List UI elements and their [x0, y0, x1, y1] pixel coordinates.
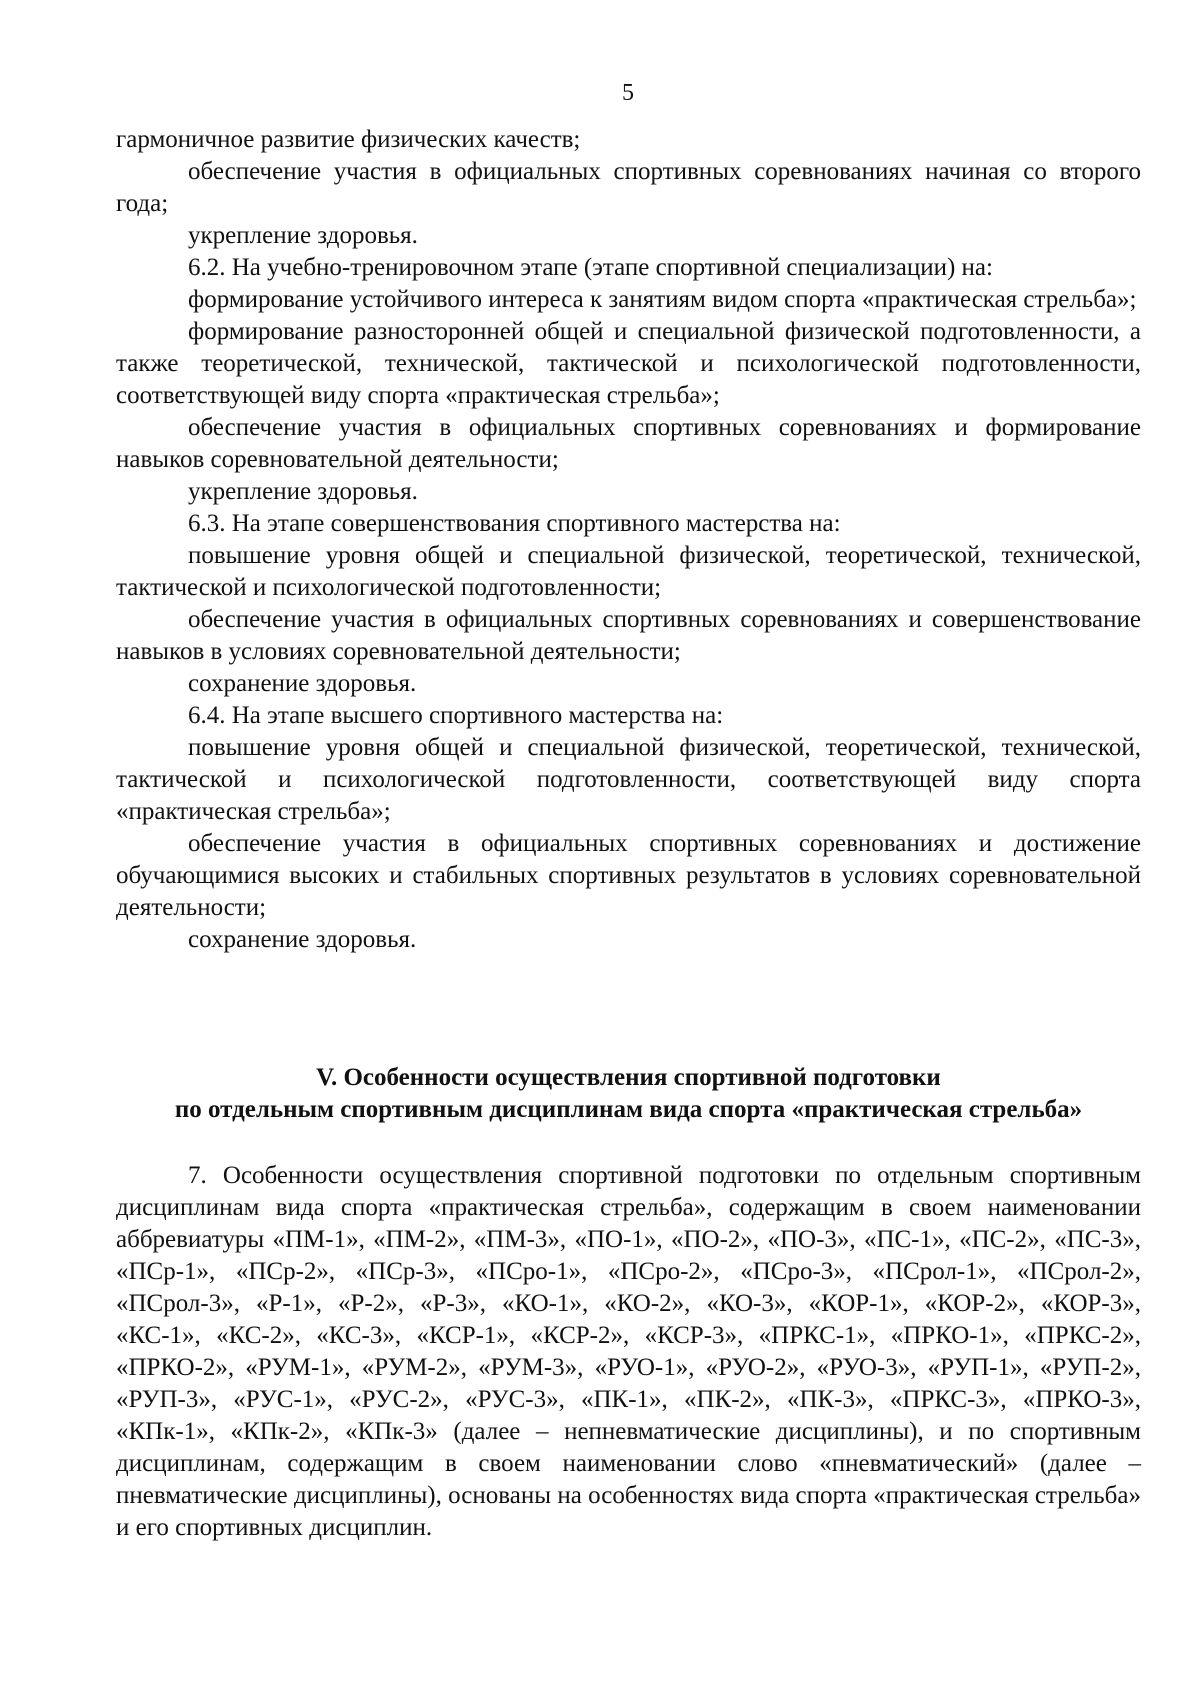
paragraph-3: укрепление здоровья. — [188, 222, 418, 249]
paragraph-11: обеспечение участия в официальных спортивных соревнованиях и совершенствование навыков в условиях соревновательной деятельности; — [116, 606, 1141, 665]
paragraph-8: укрепление здоровья. — [188, 478, 418, 505]
section-heading-line-1: V. Особенности осуществления спортивной подготовки — [316, 1064, 941, 1091]
paragraph-10: повышение уровня общей и специальной физической, теоретической, технической, тактической и психологической подготовленности; — [116, 542, 1141, 601]
page-number: 5 — [622, 80, 634, 106]
paragraph-2: обеспечение участия в официальных спортивных соревнованиях начиная со второго года; — [116, 158, 1141, 217]
paragraph-5: формирование устойчивого интереса к занятиям видом спорта «практическая стрельба»; — [188, 286, 1137, 313]
paragraph-14: повышение уровня общей и специальной физической, теоретической, технической, тактической и психологической подготовленности, соответствующей виду спорта «практическая стрельба»; — [116, 734, 1141, 825]
paragraph-13: 6.4. На этапе высшего спортивного мастерства на: — [188, 702, 724, 729]
body-text — [116, 124, 1141, 956]
paragraph-16: сохранение здоровья. — [188, 926, 417, 953]
section-heading — [116, 1062, 1141, 1126]
section-heading-line-2: по отдельным спортивным дисциплинам вида спорта «практическая стрельба» — [174, 1096, 1083, 1123]
paragraph-7: обеспечение участия в официальных спортивных соревнованиях и формирование навыков соревновательной деятельности; — [116, 414, 1141, 473]
paragraph-15: обеспечение участия в официальных спортивных соревнованиях и достижение обучающимися высоких и стабильных спортивных результатов в условиях соревновательной деятельности; — [116, 830, 1141, 921]
paragraph-12: сохранение здоровья. — [188, 670, 417, 697]
section-paragraph-7: 7. Особенности осуществления спортивной подготовки по отдельным спортивным дисциплинам вида спорта «практическая стрельба», содержащим в своем наименовании аббревиатуры «ПМ-1», «ПМ-2», «ПМ-3», «ПО-1», «ПО-2», «ПО-3», «ПС-1», «ПС-2», «ПС-3», «ПСр-1», «ПСр-2», «ПСр-3», «ПСро-1», «ПСро-2», «ПСро-3», «ПСрол-1», «ПСрол-2», «ПСрол-3», «Р-1», «Р-2», «Р-3», «КО-1», «КО-2», «КО-3», «КОР-1», «КОР-2», «КОР-3», «КС-1», «КС-2», «КС-3», «КСР-1», «КСР-2», «КСР-3», «ПРКС-1», «ПРКО-1», «ПРКС-2», «ПРКО-2», «РУМ-1», «РУМ-2», «РУМ-3», «РУО-1», «РУО-2», «РУО-3», «РУП-1», «РУП-2», «РУП-3», «РУС-1», «РУС-2», «РУС-3», «ПК-1», «ПК-2», «ПК-3», «ПРКС-3», «ПРКО-3», «КПк-1», «КПк-2», «КПк-3» (далее – непневматические дисциплины), и по спортивным дисциплинам, содержащим в своем наименовании слово «пневматический» (далее – пневматические дисциплины), основаны на особенностях вида спорта «практическая стрельба» и его спортивных дисциплин. — [116, 1162, 1141, 1541]
paragraph-1: гармоничное развитие физических качеств; — [116, 126, 581, 153]
section-text — [116, 1160, 1141, 1544]
paragraph-9: 6.3. На этапе совершенствования спортивного мастерства на: — [188, 510, 841, 537]
paragraph-4: 6.2. На учебно-тренировочном этапе (этапе спортивной специализации) на: — [188, 254, 993, 281]
paragraph-6: формирование разносторонней общей и специальной физической подготовленности, а также теоретической, технической, тактической и психологической подготовленности, соответствующей виду спорта «практическая стрельба»; — [116, 318, 1141, 409]
